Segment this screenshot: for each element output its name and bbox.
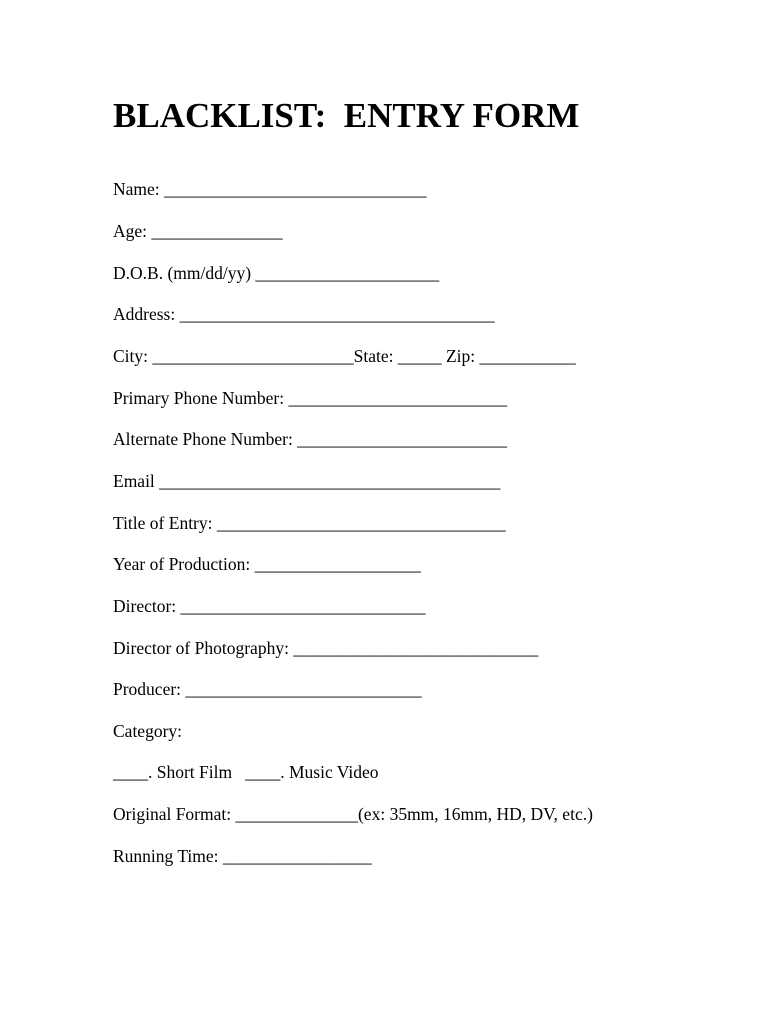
city-state-zip-field[interactable]: City: _______________________State: _____ Zip: ___________ [113,346,576,366]
primary-phone-field[interactable]: Primary Phone Number: _________________________ [113,388,508,408]
title-of-entry-field[interactable]: Title of Entry: _________________________________ [113,513,506,533]
director-of-photography-field[interactable]: Director of Photography: ____________________________ [113,638,539,658]
address-field[interactable]: Address: ____________________________________ [113,304,495,324]
year-of-production-field[interactable]: Year of Production: ___________________ [113,554,421,574]
running-time-field[interactable]: Running Time: _________________ [113,846,372,866]
name-field[interactable]: Name: ______________________________ [113,179,427,199]
director-field[interactable]: Director: ____________________________ [113,596,426,616]
category-label: Category: [113,721,183,741]
age-field[interactable]: Age: _______________ [113,221,283,241]
alternate-phone-field[interactable]: Alternate Phone Number: ________________________ [113,429,508,449]
original-format-field[interactable]: Original Format: ______________(ex: 35mm, 16mm, HD, DV, etc.) [113,804,593,824]
category-options[interactable]: ____. Short Film ____. Music Video [113,762,379,782]
form-title: BLACKLIST: ENTRY FORM [113,96,580,135]
producer-field[interactable]: Producer: ___________________________ [113,679,422,699]
email-field[interactable]: Email _______________________________________ [113,471,501,491]
dob-field[interactable]: D.O.B. (mm/dd/yy) _____________________ [113,263,440,283]
